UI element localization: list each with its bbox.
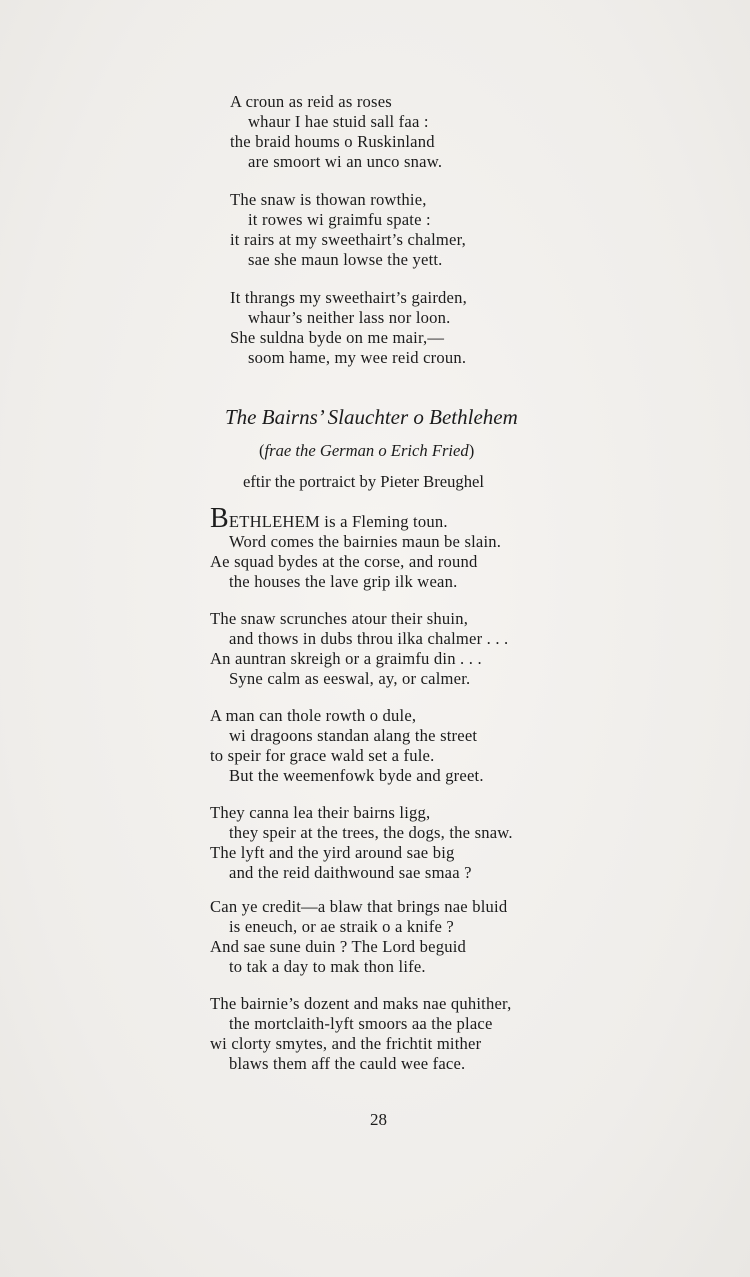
drop-cap: B xyxy=(210,503,229,534)
poem-line: the braid houms o Ruskinland xyxy=(230,132,435,151)
subtitle-close: ) xyxy=(468,441,475,460)
first-word-caps: ETHLEHEM xyxy=(228,512,320,531)
first-line-rest: is a Fleming toun. xyxy=(319,512,448,531)
poem-line: it rairs at my sweethairt’s chalmer, xyxy=(230,230,467,249)
poem-line: they speir at the trees, the dogs, the snaw. xyxy=(229,823,513,842)
poem-line: wi clorty smytes, and the frichtit mither xyxy=(210,1034,482,1053)
page-number: 28 xyxy=(370,1110,387,1129)
poem-line: it rowes wi graimfu spate : xyxy=(248,210,431,229)
poem-line: A croun as reid as roses xyxy=(230,92,392,111)
poem-line: The snaw scrunches atour their shuin, xyxy=(210,609,469,628)
poem-line: Ae squad bydes at the corse, and round xyxy=(210,552,478,571)
poem-line: soom hame, my wee reid croun. xyxy=(248,348,467,367)
poem-line: wi dragoons standan alang the street xyxy=(229,726,478,745)
poem-line: sae she maun lowse the yett. xyxy=(248,250,443,269)
poem-first-line xyxy=(210,505,448,533)
poem-line: are smoort wi an unco snaw. xyxy=(248,152,443,171)
poem-line: And sae sune duin ? The Lord beguid xyxy=(210,937,467,956)
poem-line: the houses the lave grip ilk wean. xyxy=(229,572,458,591)
poem-line: whaur’s neither lass nor loon. xyxy=(248,308,451,327)
poem-title: The Bairns’ Slauchter o Bethlehem xyxy=(225,405,518,429)
poem-line: whaur I hae stuid sall faa : xyxy=(248,112,429,131)
poem-line: blaws them aff the cauld wee face. xyxy=(229,1054,466,1073)
poem-line: It thrangs my sweethairt’s gairden, xyxy=(230,288,467,307)
poem-line: and thows in dubs throu ilka chalmer . . . xyxy=(229,629,509,648)
poem-line: She suldna byde on me mair,— xyxy=(230,328,445,347)
poem-line: Can ye credit—a blaw that brings nae bluid xyxy=(210,897,508,916)
poem-line: is eneuch, or ae straik o a knife ? xyxy=(229,917,454,936)
poem-line: the mortclaith-lyft smoors aa the place xyxy=(229,1014,493,1033)
show-through xyxy=(185,88,191,114)
subtitle-text: frae the German o Erich Fried xyxy=(264,441,469,460)
poem-dedication: eftir the portraict by Pieter Breughel xyxy=(243,472,484,491)
poem-line: and the reid daithwound sae smaa ? xyxy=(229,863,472,882)
poem-line: A man can thole rowth o dule, xyxy=(210,706,417,725)
subtitle-open: ( xyxy=(259,441,265,460)
poem-line: An auntran skreigh or a graimfu din . . . xyxy=(210,649,482,668)
poem-line: Syne calm as eeswal, ay, or calmer. xyxy=(229,669,471,688)
poem-subtitle xyxy=(259,441,474,461)
poem-line: to tak a day to mak thon life. xyxy=(229,957,426,976)
poem-line: The snaw is thowan rowthie, xyxy=(230,190,427,209)
poem-line: The bairnie’s dozent and maks nae quhither, xyxy=(210,994,512,1013)
poem-line: They canna lea their bairns ligg, xyxy=(210,803,431,822)
poem-line: But the weemenfowk byde and greet. xyxy=(229,766,484,785)
poem-line: The lyft and the yird around sae big xyxy=(210,843,455,862)
poem-line: Word comes the bairnies maun be slain. xyxy=(229,532,502,551)
poem-line: to speir for grace wald set a fule. xyxy=(210,746,435,765)
